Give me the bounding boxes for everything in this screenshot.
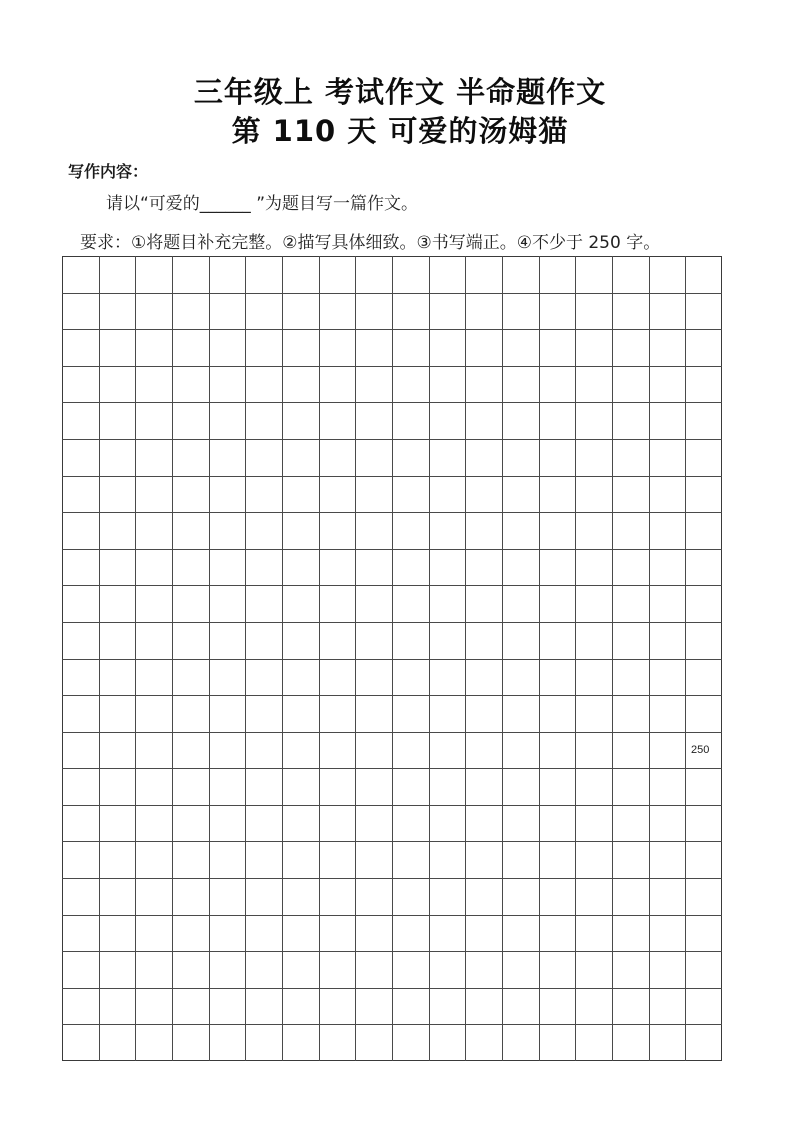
writing-grid-lines <box>62 256 722 1061</box>
requirements: 要求：①将题目补充完整。②描写具体细致。③书写端正。④不少于 250 字。 <box>80 233 661 253</box>
writing-grid[interactable] <box>62 256 722 1061</box>
title-line-2: 第 110 天 可爱的汤姆猫 <box>231 114 569 148</box>
word-count-marker: 250 <box>691 744 710 757</box>
title-line-1: 三年级上 考试作文 半命题作文 <box>193 75 607 109</box>
writing-prompt: 请以“可爱的______ ”为题目写一篇作文。 <box>106 194 419 214</box>
section-label: 写作内容： <box>68 162 149 181</box>
